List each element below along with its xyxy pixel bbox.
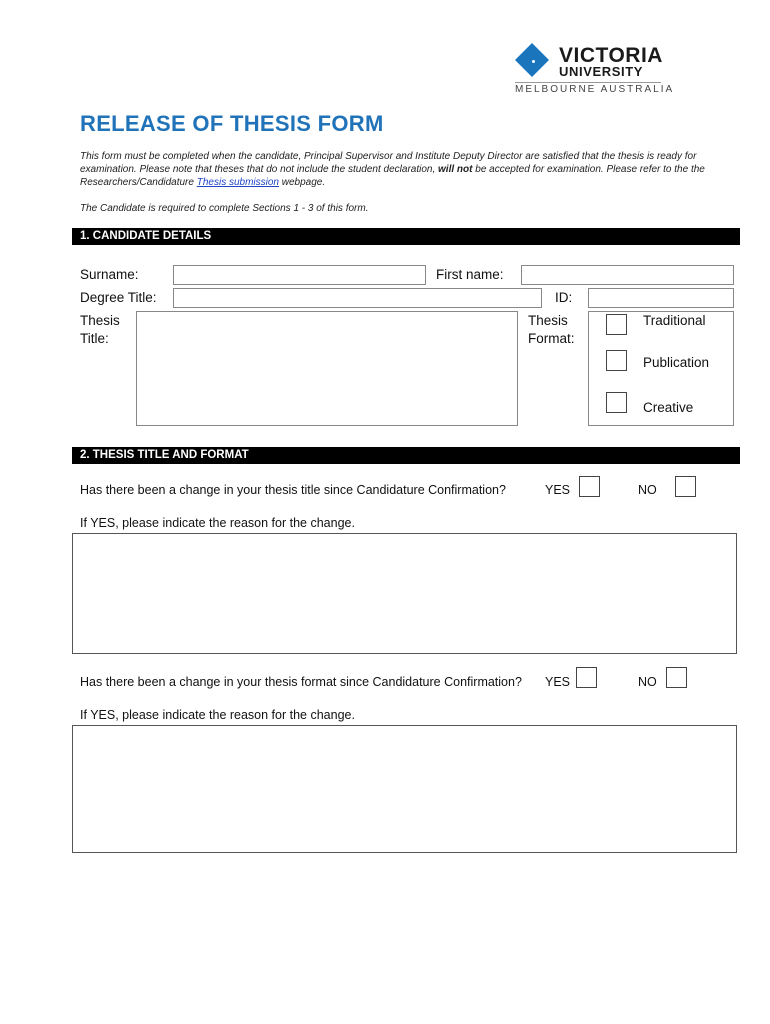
thesis-format-label-1: Thesis <box>528 313 568 328</box>
format-publication-label: Publication <box>643 355 710 370</box>
format-change-no-label: NO <box>638 675 657 689</box>
first-name-label: First name: <box>436 267 504 282</box>
logo-dot <box>532 60 535 63</box>
surname-label: Surname: <box>80 267 139 282</box>
logo-line1: VICTORIA <box>559 44 663 67</box>
title-change-reason-label: If YES, please indicate the reason for the change. <box>80 516 355 530</box>
format-creative-checkbox[interactable] <box>606 392 627 413</box>
format-change-question: Has there been a change in your thesis format since Candidature Confirmation? <box>80 675 522 689</box>
thesis-title-label-1: Thesis <box>80 313 120 328</box>
thesis-title-label-2: Title: <box>80 331 109 346</box>
intro-text-2: be accepted for examination. Please refer to the the Researchers/Candidature <box>80 164 705 188</box>
format-change-reason-label: If YES, please indicate the reason for the change. <box>80 708 355 722</box>
intro-bold: will not <box>438 164 473 175</box>
intro-text-3: webpage. <box>279 177 326 188</box>
intro-note: The Candidate is required to complete Sections 1 - 3 of this form. <box>80 203 369 214</box>
format-traditional-checkbox[interactable] <box>606 314 627 335</box>
first-name-field[interactable] <box>521 265 734 285</box>
logo-rule <box>515 82 661 83</box>
title-change-yes-checkbox[interactable] <box>579 476 600 497</box>
thesis-format-label-2: Format: <box>528 331 575 346</box>
id-label: ID: <box>555 290 573 305</box>
format-creative-label: Creative <box>643 400 694 415</box>
degree-title-field[interactable] <box>173 288 542 308</box>
title-change-yes-label: YES <box>545 483 571 497</box>
format-change-reason-field[interactable] <box>72 725 737 853</box>
format-change-yes-label: YES <box>545 675 571 689</box>
thesis-title-field[interactable] <box>136 311 518 426</box>
form-title: RELEASE OF THESIS FORM <box>80 111 384 136</box>
thesis-submission-link[interactable]: Thesis submission <box>196 177 279 188</box>
intro-text-1: This form must be completed when the candidate, Principal Supervisor and Institute Deputy Director are satisfied that the thesis is ready for examination. Please note that theses that do not include the student declaration, <box>80 151 697 175</box>
logo-subtitle: MELBOURNE AUSTRALIA <box>515 84 675 95</box>
format-publication-checkbox[interactable] <box>606 350 627 371</box>
section-2-header: 2. THESIS TITLE AND FORMAT <box>72 447 740 464</box>
title-change-question: Has there been a change in your thesis title since Candidature Confirmation? <box>80 483 506 497</box>
format-change-yes-checkbox[interactable] <box>576 667 597 688</box>
title-change-no-label: NO <box>638 483 657 497</box>
id-field[interactable] <box>588 288 734 308</box>
surname-field[interactable] <box>173 265 426 285</box>
format-traditional-label: Traditional <box>643 313 706 328</box>
logo-line2: UNIVERSITY <box>559 64 644 79</box>
degree-title-label: Degree Title: <box>80 290 157 305</box>
title-change-no-checkbox[interactable] <box>675 476 696 497</box>
title-change-reason-field[interactable] <box>72 533 737 654</box>
format-change-no-checkbox[interactable] <box>666 667 687 688</box>
intro-paragraph <box>80 150 744 189</box>
section-1-header: 1. CANDIDATE DETAILS <box>72 228 740 245</box>
